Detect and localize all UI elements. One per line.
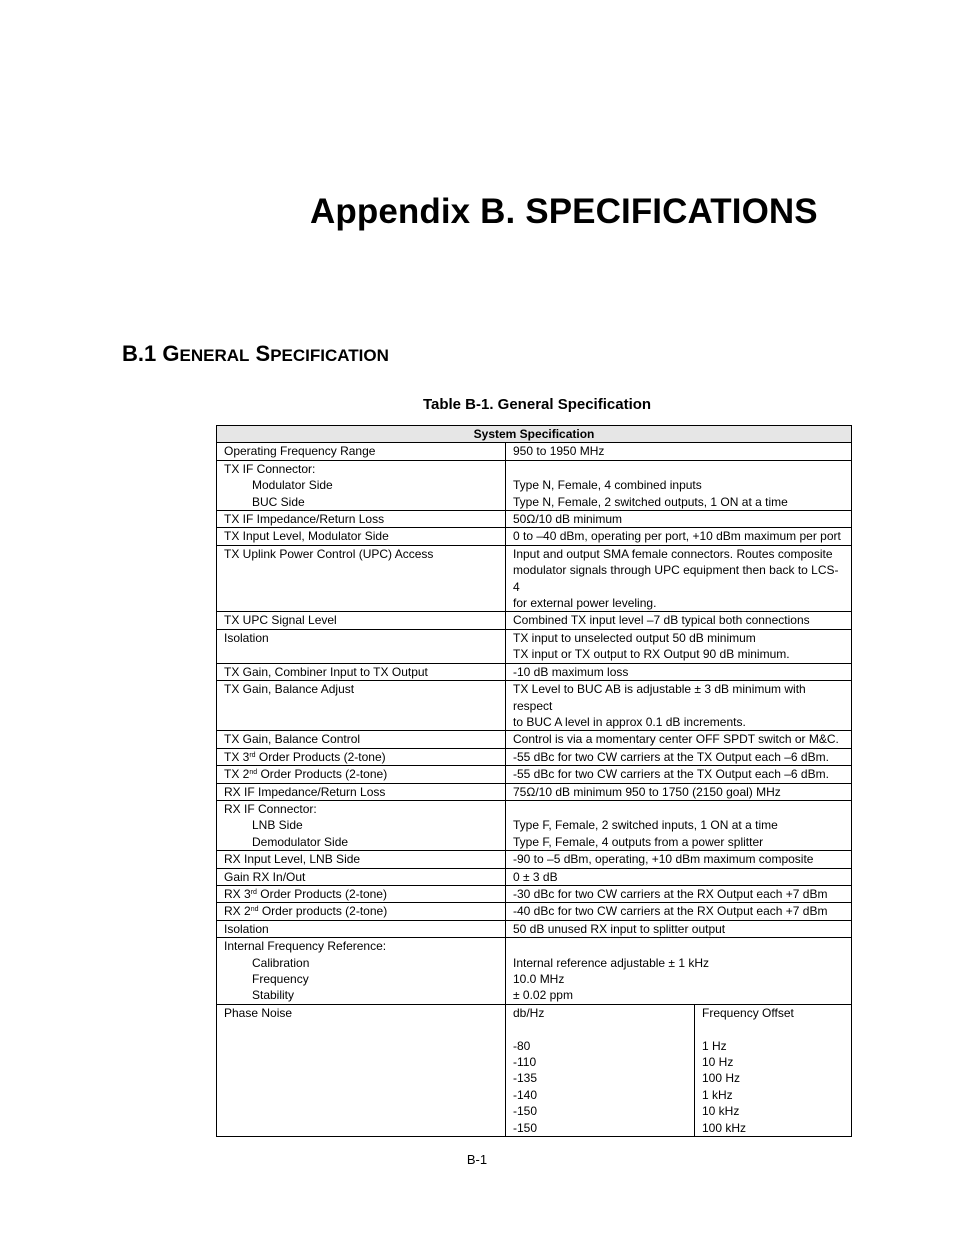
table-row: [217, 612, 852, 629]
section-heading: [122, 341, 389, 367]
param-cell: TX IF Impedance/Return Loss: [217, 511, 506, 528]
table-row: [217, 783, 852, 800]
value-cell: 950 to 1950 MHz: [506, 443, 852, 460]
value-cell: -90 to –5 dBm, operating, +10 dBm maximum composite: [506, 851, 852, 868]
param-cell: TX 2nd Order Products (2-tone): [217, 766, 506, 783]
param-cell: Operating Frequency Range: [217, 443, 506, 460]
param-cell: TX Gain, Balance Control: [217, 731, 506, 748]
param-cell: RX 2nd Order products (2-tone): [217, 903, 506, 920]
value-cell: -10 dB maximum loss: [506, 663, 852, 680]
phase-noise-offset-cell: Frequency Offset 1 Hz 10 Hz 100 Hz 1 kHz 10 kHz 100 kHz: [695, 1004, 852, 1136]
param-cell: RX 3rd Order Products (2-tone): [217, 885, 506, 902]
spec-table: [216, 425, 852, 1137]
param-cell: TX Input Level, Modulator Side: [217, 528, 506, 545]
param-cell: Gain RX In/Out: [217, 868, 506, 885]
value-cell: Type F, Female, 2 switched inputs, 1 ON at a time Type F, Female, 4 outputs from a power splitter: [506, 800, 852, 850]
appendix-name: SPECIFICATIONS: [525, 192, 818, 231]
value-cell: 50Ω/10 dB minimum: [506, 511, 852, 528]
table-row: [217, 460, 852, 510]
param-cell: TX 3rd Order Products (2-tone): [217, 748, 506, 765]
value-cell: Combined TX input level –7 dB typical both connections: [506, 612, 852, 629]
param-cell: TX UPC Signal Level: [217, 612, 506, 629]
param-cell: Isolation: [217, 920, 506, 937]
value-cell: Internal reference adjustable ± 1 kHz 10.0 MHz ± 0.02 ppm: [506, 938, 852, 1005]
param-cell: TX IF Connector: Modulator Side BUC Side: [217, 460, 506, 510]
value-cell: 0 to –40 dBm, operating per port, +10 dBm maximum per port: [506, 528, 852, 545]
table-row: [217, 545, 852, 612]
value-cell: 50 dB unused RX input to splitter output: [506, 920, 852, 937]
value-cell: TX Level to BUC AB is adjustable ± 3 dB minimum with respect to BUC A level in approx 0.1 dB increments.: [506, 681, 852, 731]
table-header: System Specification: [217, 426, 852, 443]
value-cell: Input and output SMA female connectors. Routes composite modulator signals through UPC equipment then back to LCS-4 for external power leveling.: [506, 545, 852, 612]
section-number: B.1: [122, 341, 157, 366]
table-row: [217, 1004, 852, 1136]
table-header-row: [217, 426, 852, 443]
offset-header: Frequency Offset: [702, 1005, 794, 1020]
param-cell: RX IF Impedance/Return Loss: [217, 783, 506, 800]
table-row: [217, 528, 852, 545]
table-row: [217, 766, 852, 783]
param-cell: Isolation: [217, 629, 506, 663]
table-row: [217, 443, 852, 460]
table-row: [217, 629, 852, 663]
value-cell: 75Ω/10 dB minimum 950 to 1750 (2150 goal) MHz: [506, 783, 852, 800]
value-cell: TX input to unselected output 50 dB minimum TX input or TX output to RX Output 90 dB minimum.: [506, 629, 852, 663]
param-cell: Internal Frequency Reference: Calibration Frequency Stability: [217, 938, 506, 1005]
table-row: [217, 938, 852, 1005]
phase-noise-db-cell: db/Hz -80 -110 -135 -140 -150 -150: [506, 1004, 695, 1136]
param-cell: TX Gain, Balance Adjust: [217, 681, 506, 731]
param-cell: RX IF Connector: LNB Side Demodulator Side: [217, 800, 506, 850]
table-row: [217, 920, 852, 937]
param-cell: RX Input Level, LNB Side: [217, 851, 506, 868]
table-row: [217, 748, 852, 765]
table-row: [217, 800, 852, 850]
db-header: db/Hz: [513, 1005, 545, 1020]
param-cell: TX Gain, Combiner Input to TX Output: [217, 663, 506, 680]
value-cell: -55 dBc for two CW carriers at the TX Output each –6 dBm.: [506, 766, 852, 783]
value-cell: Control is via a momentary center OFF SPDT switch or M&C.: [506, 731, 852, 748]
value-cell: 0 ± 3 dB: [506, 868, 852, 885]
table-row: [217, 885, 852, 902]
param-cell: TX Uplink Power Control (UPC) Access: [217, 545, 506, 612]
value-cell: -40 dBc for two CW carriers at the RX Output each +7 dBm: [506, 903, 852, 920]
table-row: [217, 903, 852, 920]
appendix-title: [310, 192, 910, 232]
table-row: [217, 731, 852, 748]
value-cell: -30 dBc for two CW carriers at the RX Output each +7 dBm: [506, 885, 852, 902]
table-row: [217, 681, 852, 731]
value-cell: Type N, Female, 4 combined inputs Type N, Female, 2 switched outputs, 1 ON at a time: [506, 460, 852, 510]
value-cell: -55 dBc for two CW carriers at the TX Output each –6 dBm.: [506, 748, 852, 765]
page-number: B-1: [466, 1152, 488, 1167]
appendix-prefix: Appendix B.: [310, 192, 516, 231]
section-word-specification: SPECIFICATION: [255, 341, 389, 366]
table-caption: Table B-1. General Specification: [422, 396, 652, 413]
table-row: [217, 511, 852, 528]
param-cell: Phase Noise: [217, 1004, 506, 1136]
table-row: [217, 851, 852, 868]
table-row: [217, 663, 852, 680]
section-word-general: GENERAL: [162, 341, 250, 366]
table-row: [217, 868, 852, 885]
